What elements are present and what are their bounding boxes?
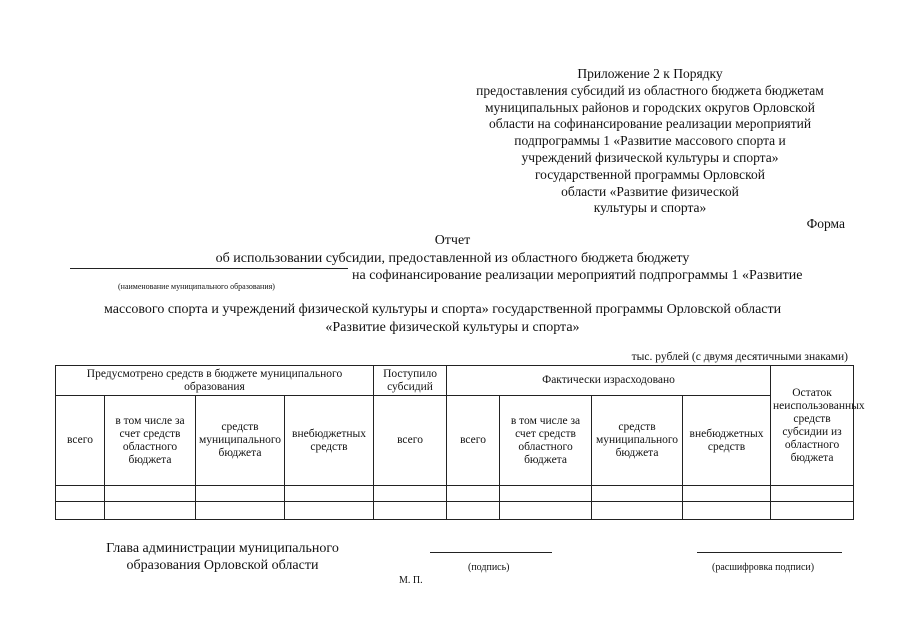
report-title: Отчет bbox=[434, 233, 471, 248]
table-row bbox=[56, 486, 854, 502]
appendix-line: области «Развитие физической bbox=[561, 183, 739, 199]
subheader-incl-regional: в том числе за счет средств областного бюджета bbox=[105, 396, 196, 486]
subheader-total: всего bbox=[56, 396, 105, 486]
report-table bbox=[55, 365, 865, 520]
table-row bbox=[56, 502, 854, 520]
report-line-3: массового спорта и учреждений физической культуры и спорта» государственной программы Орловской области bbox=[104, 302, 782, 317]
report-line-1: об использовании субсидии, предоставленной из областного бюджета бюджету bbox=[215, 251, 690, 266]
signature-title-line: Глава администрации муниципального bbox=[106, 541, 339, 556]
units-note: тыс. рублей (с двумя десятичными знаками) bbox=[631, 351, 848, 363]
subheader-spent-total: всего bbox=[447, 396, 500, 486]
appendix-line: Приложение 2 к Порядку bbox=[577, 66, 723, 81]
report-line-4: «Развитие физической культуры и спорта» bbox=[325, 320, 580, 335]
municipality-blank-line bbox=[70, 268, 348, 269]
appendix-line: предоставления субсидий из областного бюджета бюджетам bbox=[476, 82, 824, 98]
subheader-received-total: всего bbox=[374, 396, 447, 486]
appendix-line: подпрограммы 1 «Развитие массового спорта и bbox=[514, 133, 786, 149]
subheader-spent-incl-regional: в том числе за счет средств областного бюджета bbox=[500, 396, 592, 486]
form-label: Форма bbox=[806, 216, 845, 231]
signature-caption: (подпись) bbox=[468, 562, 510, 573]
municipality-caption: (наименование муниципального образования) bbox=[118, 282, 275, 291]
signature-title bbox=[90, 540, 355, 574]
appendix-header bbox=[470, 66, 830, 217]
appendix-line: области на софинансирование реализации мероприятий bbox=[488, 116, 812, 132]
report-line-2: на софинансирование реализации мероприятий подпрограммы 1 «Развитие bbox=[352, 268, 803, 283]
header-spent: Фактически израсходовано bbox=[447, 366, 771, 396]
appendix-line: учреждений физической культуры и спорта» bbox=[521, 149, 779, 165]
subheader-spent-municipal: средств муниципального бюджета bbox=[592, 396, 683, 486]
signature-title-line: образования Орловской области bbox=[126, 558, 319, 573]
header-remainder: Остаток неиспользованных средств субсидии из областного бюджета bbox=[771, 366, 854, 486]
signature-decode-caption: (расшифровка подписи) bbox=[712, 562, 815, 573]
subheader-extra: внебюджетных средств bbox=[285, 396, 374, 486]
subheader-spent-extra: внебюджетных средств bbox=[683, 396, 771, 486]
signature-decode-line bbox=[697, 552, 842, 553]
header-received: Поступило субсидий bbox=[374, 366, 447, 396]
header-budget: Предусмотрено средств в бюджете муниципального образования bbox=[56, 366, 374, 396]
subheader-municipal: средств муниципального бюджета bbox=[196, 396, 285, 486]
stamp-place: М. П. bbox=[399, 575, 423, 586]
appendix-line: культуры и спорта» bbox=[593, 200, 707, 216]
signature-line bbox=[430, 552, 552, 553]
appendix-line: государственной программы Орловской bbox=[534, 166, 766, 182]
appendix-line: муниципальных районов и городских округов Орловской bbox=[485, 99, 815, 115]
